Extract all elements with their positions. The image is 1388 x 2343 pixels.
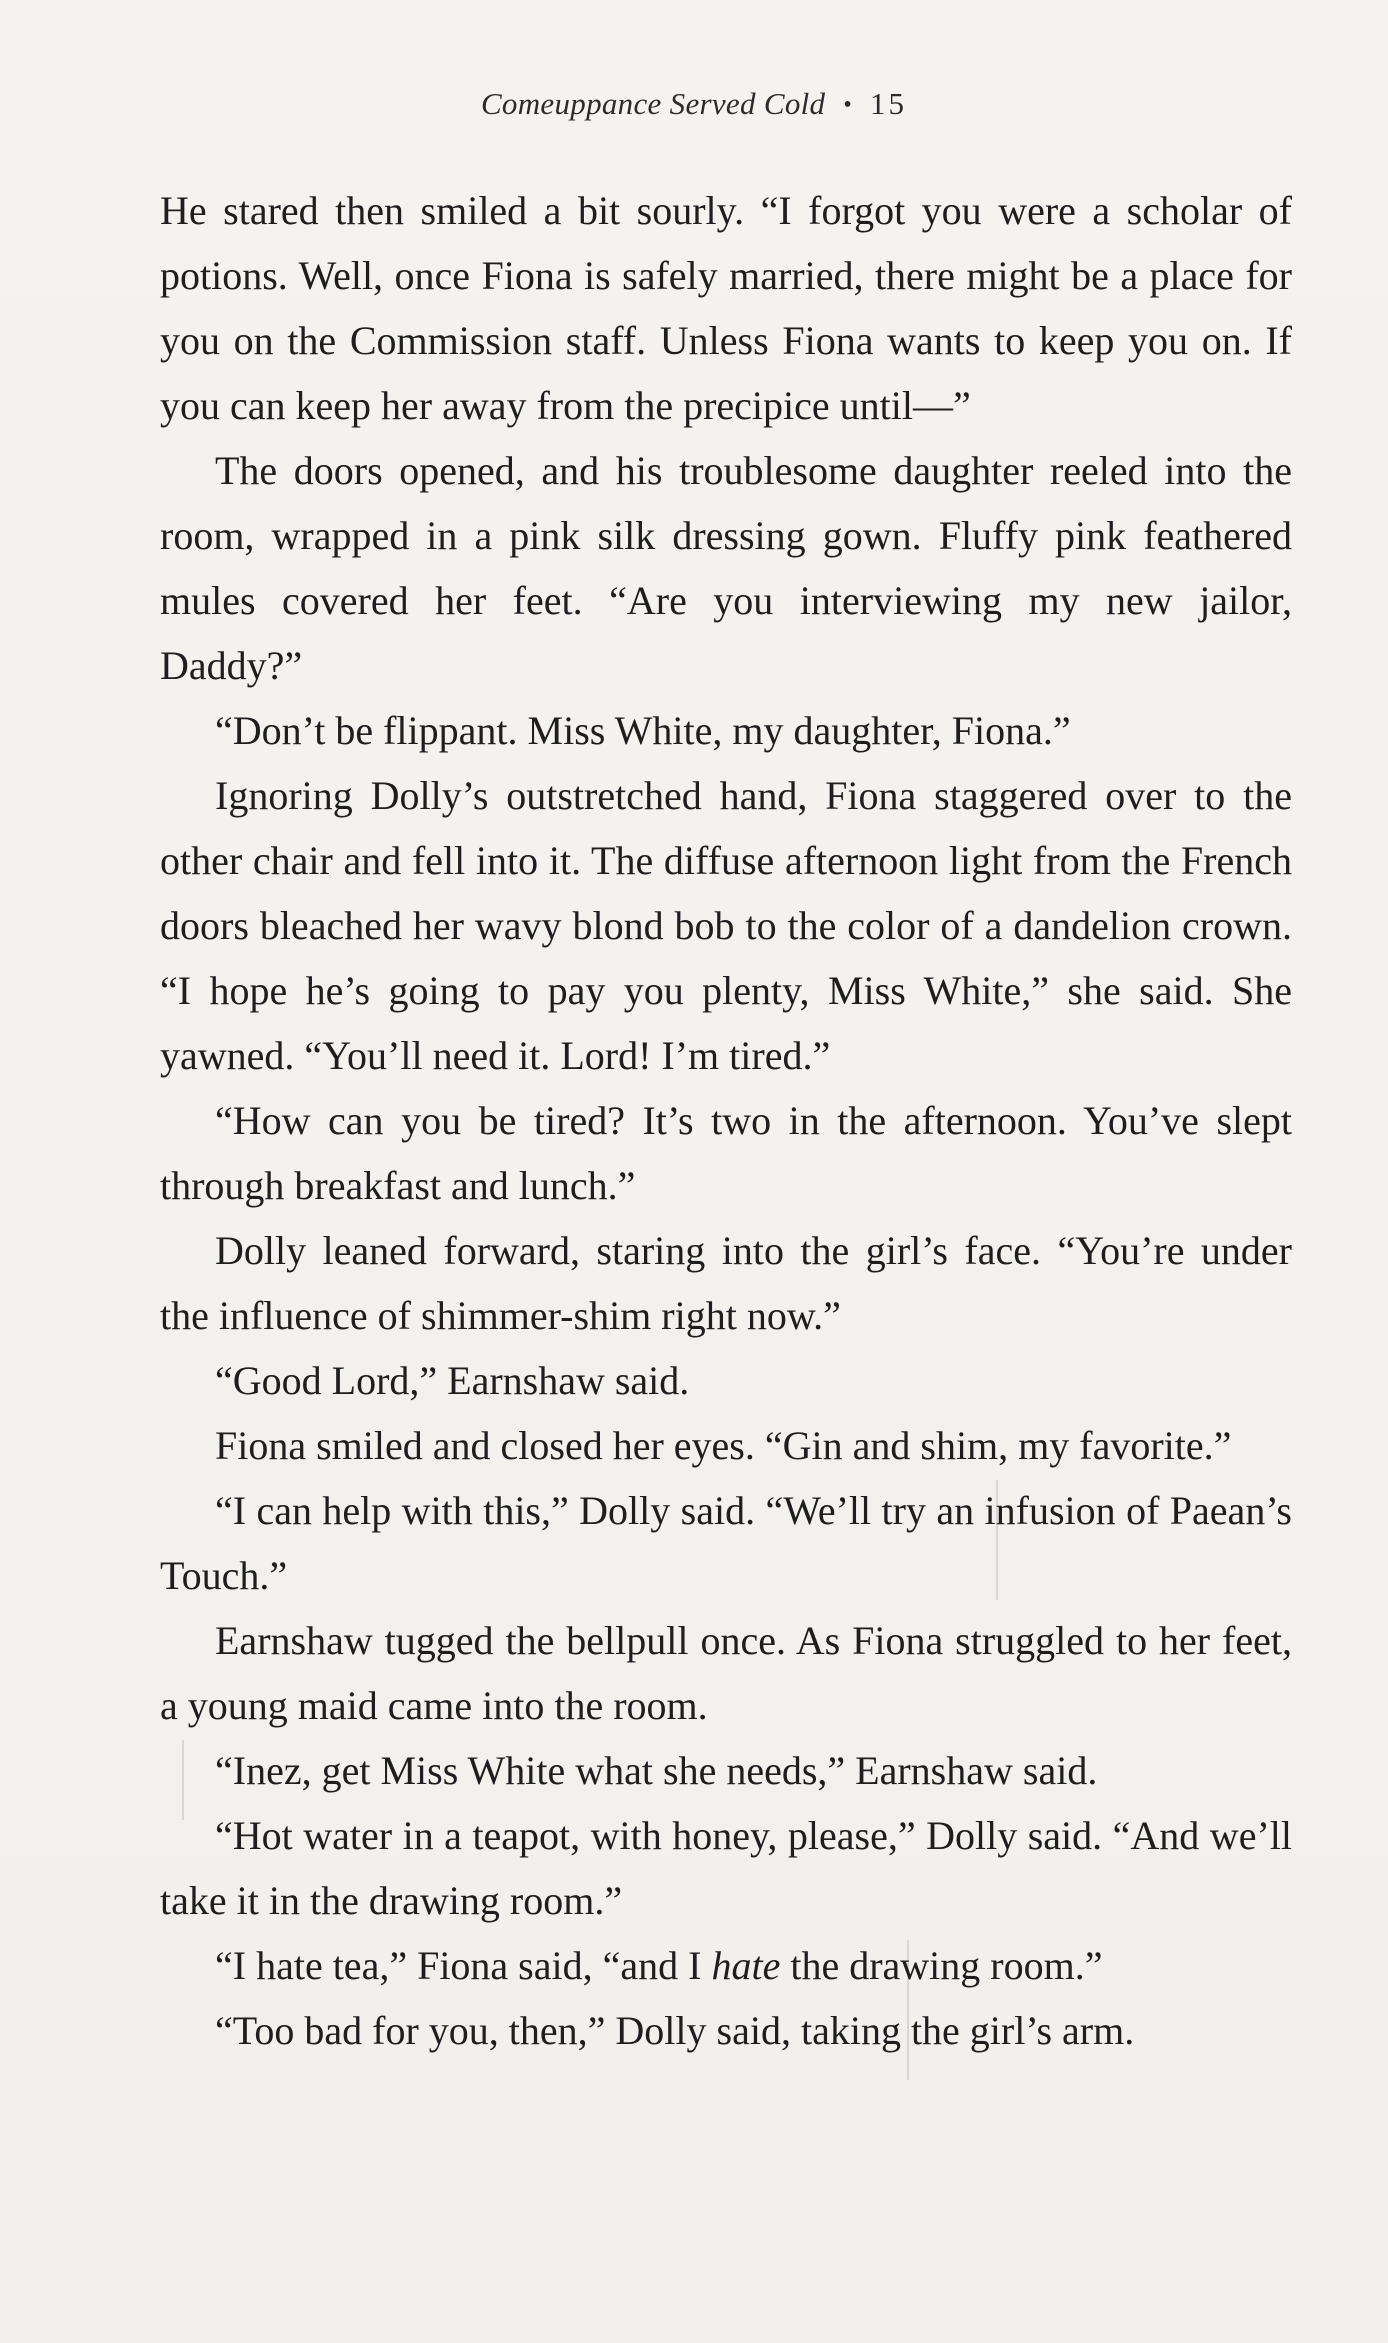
paragraph: “I can help with this,” Dolly said. “We’ll try an infusion of Paean’s Touch.”: [160, 1488, 1292, 1598]
page-number: 15: [870, 86, 908, 121]
paragraph: Ignoring Dolly’s outstretched hand, Fiona staggered over to the other chair and fell into it. The diffuse afternoon light from the French doors bleached her wavy blond bob to the color of a dandelion crown. “I hope he’s going to pay you plenty, Miss White,” she said. She yawned. “You’ll need it. Lord! I’m tired.”: [160, 773, 1292, 1078]
paragraph: Dolly leaned forward, staring into the girl’s face. “You’re under the influence of shimmer-shim right now.”: [160, 1228, 1292, 1338]
body-text: [160, 178, 1292, 2063]
bullet-separator: •: [843, 92, 853, 118]
book-title: Comeuppance Served Cold: [480, 86, 826, 121]
paragraph: Fiona smiled and closed her eyes. “Gin and shim, my favorite.”: [215, 1423, 1232, 1468]
paragraph: The doors opened, and his troublesome daughter reeled into the room, wrapped in a pink silk dressing gown. Fluffy pink feathered mules covered her feet. “Are you interviewing my new jailor, Daddy?”: [160, 448, 1292, 688]
emphasis: hate: [711, 1943, 781, 1988]
paragraph-text: “I hate tea,” Fiona said, “and I: [215, 1943, 712, 1988]
paragraph: “Good Lord,” Earnshaw said.: [215, 1358, 690, 1403]
paragraph: “Hot water in a teapot, with honey, please,” Dolly said. “And we’ll take it in the drawing room.”: [160, 1813, 1292, 1923]
paragraph: “Inez, get Miss White what she needs,” Earnshaw said.: [215, 1748, 1098, 1793]
paragraph: “How can you be tired? It’s two in the afternoon. You’ve slept through breakfast and lunch.”: [160, 1098, 1292, 1208]
paragraph-text: the drawing room.”: [780, 1943, 1103, 1988]
paragraph: “Don’t be flippant. Miss White, my daughter, Fiona.”: [215, 708, 1071, 753]
paragraph: Earnshaw tugged the bellpull once. As Fiona struggled to her feet, a young maid came into the room.: [160, 1618, 1292, 1728]
paragraph: “Too bad for you, then,” Dolly said, taking the girl’s arm.: [215, 2008, 1135, 2053]
paragraph: [160, 1933, 1292, 1998]
paragraph: He stared then smiled a bit sourly. “I forgot you were a scholar of potions. Well, once Fiona is safely married, there might be a place for you on the Commission staff. Unless Fiona wants to keep you on. If you can keep her away from the precipice until—”: [160, 188, 1292, 428]
running-head: [0, 86, 1388, 122]
